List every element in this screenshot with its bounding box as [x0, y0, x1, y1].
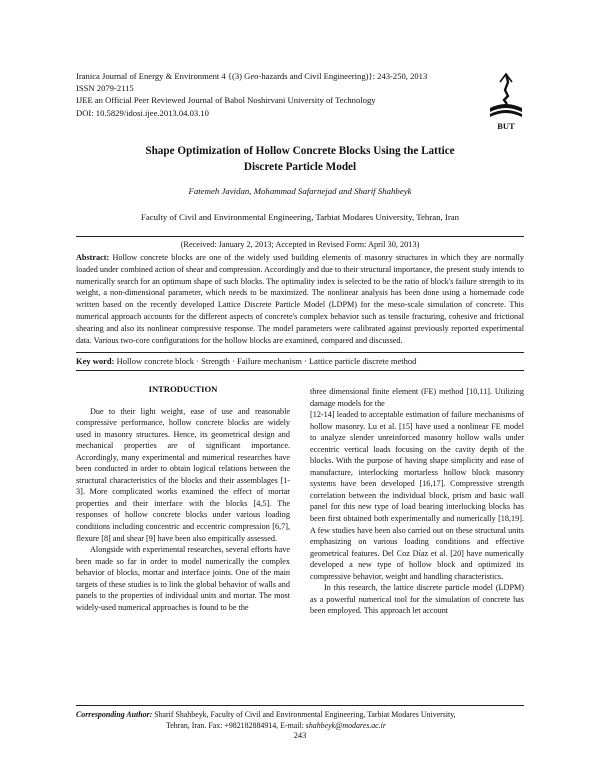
- title-line-1: Shape Optimization of Hollow Concrete Blocks Using the Lattice: [145, 145, 455, 157]
- authors: Fatemeh Javidan, Mohammad Safarnejad and Sharif Shahbeyk: [188, 186, 412, 196]
- corresponding-line-2: Tehran, Iran. Fax: +982182884914, E-mail:: [166, 721, 306, 730]
- ijee-line: IJEE an Official Peer Reviewed Journal of Babol Noshirvani University of Technology: [76, 95, 376, 106]
- issn-line: ISSN 2079-2115: [76, 83, 134, 94]
- journal-line: Iranica Journal of Energy & Environment 4 {(3) Geo-hazards and Civil Engineering)}: 243-250, 2013: [76, 71, 428, 81]
- intro-paragraph-2: Alongside with experimental researches, several efforts have been made so far in order to model numerically the complex behavior of blocks, mortar and interface joints. One of the main targets of these studies is to link the global behavior of walls and panels to the properties of individual units and mortar. The most widely-used numerical approaches is found to be the: [76, 545, 290, 612]
- keywords: [76, 356, 524, 366]
- received-dates: (Received: January 2, 2013; Accepted in Revised Form: April 30, 2013): [180, 240, 420, 249]
- abstract: [76, 252, 524, 346]
- page-number: 243: [293, 731, 307, 740]
- paper-title: [60, 143, 540, 175]
- intro-paragraph-1: Due to their light weight, ease of use and reasonable compressive performance, hollow concrete blocks are widely used in masonry structures. Hence, its geometrical design and mechanical properties are of significant importance. Accordingly, many experimental and numerical researches have been conducted in order to obtain logical relations between the structural characteristics of the blocks and their assemblages [1-3]. More complicated works examined the effect of mortar properties and their interface with the blocks [4,5]. The responses of hollow concrete blocks under various loading conditions including concentric and eccentric compression [6,7], flexure [8] and shear [9] have been also empirically assessed.: [76, 406, 290, 543]
- footer-rule: [76, 705, 524, 706]
- doi-line: DOI: 10.5829/idosi.ijee.2013.04.03.10: [76, 107, 209, 118]
- right-column: [310, 386, 524, 617]
- affiliation: Faculty of Civil and Environmental Engineering, Tarbiat Modares University, Tehran, Iran: [140, 212, 460, 222]
- keywords-text: Hollow concrete block · Strength · Failure mechanism · Lattice particle discrete method: [114, 356, 417, 366]
- university-logo: [486, 70, 526, 132]
- journal-header: [76, 70, 496, 119]
- top-rule: [76, 236, 524, 237]
- corresponding-author: [76, 709, 524, 731]
- left-column: [76, 384, 290, 613]
- abstract-label: Abstract:: [76, 253, 110, 262]
- corresponding-label: Corresponding Author:: [76, 710, 153, 719]
- logo-text: BUT: [497, 121, 515, 131]
- title-line-2: Discrete Particle Model: [243, 161, 357, 173]
- abstract-text: Hollow concrete blocks are one of the widely used building elements of masonry structures in which they are normally loaded under combined action of shear and compression. Accordingly and due to their structural importance, the present study intends to numerically search for an optimum shape of such blocks. The optimality index is selected to be the ratio of block's failure strength to its weight, a non-dimensional parameter, which needs to be maximized. The nonlinear analysis has been done using a homemade code written based on the recently developed Lattice Discrete Particle Model (LDPM) for the meso-scale simulation of concrete. This numerical approach accounts for the different aspects of concrete's complex behavior such as tensile fracturing, cohesive and frictional shearing and also its nonlinear compressive response. The model parameters were calibrated against previously reported experimental data. Various two-core configurations for the hollow blocks are examined, compared and discussed.: [76, 253, 524, 345]
- right-paragraph-3: In this research, the lattice discrete particle model (LDPM) as a powerful numerical tool for the simulation of concrete has been employed. This approach let account: [310, 583, 524, 616]
- introduction-heading: INTRODUCTION: [148, 384, 218, 394]
- right-paragraph-1: three dimensional finite element (FE) method [10,11]. Utilizing damage models for the: [310, 387, 524, 408]
- keyword-rule: [76, 352, 524, 353]
- author-email[interactable]: shahbeyk@modares.ac.ir: [305, 721, 386, 730]
- right-paragraph-2: [12-14] leaded to acceptable estimation of failure mechanisms of hollow masonry. Lu et al. [15] have used a nonlinear FE model to analyze slender unreinforced masonry hollow walls under eccentric vertical loads focusing on the cavity depth of the blocks. With the purpose of having shape simplicity and ease of manufacture, interlocking mortarless hollow block masonry systems have been developed [16,17]. Compressive strength correlation between the individual block, prism and basic wall panel for this new type of load bearing interlocking blocks has been first obtained both experimentally and numerically [18,19]. A few studies have been also carried out on these structural units emphasizing on various loading conditions and effective geometrical features. Del Coz Díaz et al. [20] have numerically developed a new type of hollow block and optimized its compressive behavior, weight and handling characteristics.: [310, 410, 524, 581]
- keyword-bottom-rule: [76, 370, 524, 371]
- keywords-label: Key word:: [76, 356, 115, 366]
- corresponding-line-1: Sharif Shahbeyk, Faculty of Civil and Environmental Engineering, Tarbiat Modares University,: [152, 710, 456, 719]
